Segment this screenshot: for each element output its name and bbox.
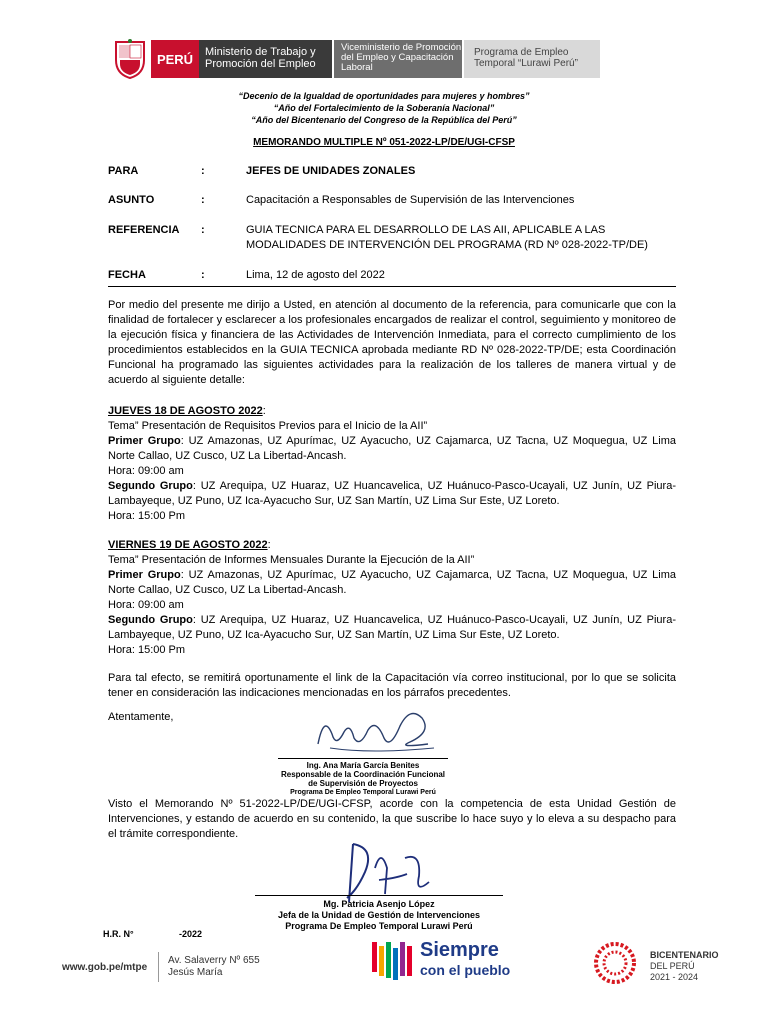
signature-block-2: [245, 899, 513, 932]
group-label: Primer Grupo: [108, 569, 181, 581]
asunto-colon: :: [201, 194, 205, 206]
hr-label: H.R. N°: [103, 929, 134, 939]
siempre-logo-icon: [370, 940, 418, 986]
signer-org: Programa De Empleo Temporal Lurawi Perú: [290, 789, 436, 796]
ministry-name-block: Ministerio de Trabajo y Promoción del Empleo: [199, 40, 332, 78]
signature-block-1: [268, 761, 458, 797]
siempre-slogan: [420, 940, 510, 980]
slogan-main: Siempre: [420, 939, 499, 961]
signer-title: de Supervisión de Proyectos: [308, 779, 418, 788]
motto-line: “Decenio de la Igualdad de oportunidades para mujeres y hombres”: [238, 91, 530, 101]
footer-address: [168, 955, 260, 979]
para-colon: :: [201, 165, 205, 177]
program-name-block: Programa de Empleo Temporal “Lurawi Perú”: [464, 40, 600, 78]
fecha-value: Lima, 12 de agosto del 2022: [246, 269, 385, 281]
para-value: JEFES DE UNIDADES ZONALES: [246, 165, 416, 177]
signer-org: Programa De Empleo Temporal Lurawi Perú: [285, 921, 473, 931]
intro-paragraph: Por medio del presente me dirijo a Usted, en atención al documento de la referencia, para comunicarle que con la finalidad de fortalecer y esclarecer a los profesionales encargados de realizar el control, seguimiento y monitoreo de la ejecución física y financiera de las Actividades de Intervención Inmediata, para el correcto cumplimiento de los procedimientos establecidos en la GUIA TECNICA aprobada mediante RD Nº 028-2022-TP/DE; esta Coordinación Funcional ha programado las siguientes actividades para la realización de los talleres de manera virtual y de acuerdo al siguiente detalle:: [108, 299, 676, 386]
referencia-colon: :: [201, 224, 205, 236]
bicentenario-line: BICENTENARIO: [650, 950, 719, 960]
slogan-sub: con el pueblo: [420, 962, 511, 978]
session-date-colon: :: [267, 539, 271, 551]
bicentenario-logo-icon: [592, 940, 638, 986]
group-label: Primer Grupo: [108, 435, 181, 447]
group-time: Hora: 15:00 Pm: [108, 644, 186, 656]
fecha-colon: :: [201, 269, 205, 281]
footer-divider: [158, 952, 159, 982]
session-topic: Tema” Presentación de Informes Mensuales Durante la Ejecución de la AII”: [108, 554, 475, 566]
referencia-value: GUIA TECNICA PARA EL DESARROLLO DE LAS AII, APLICABLE A LAS MODALIDADES DE INTERVENCIÓN DEL PROGRAMA (RD Nº 028-2022-TP/DE): [246, 224, 648, 251]
farewell: Atentamente,: [108, 711, 174, 723]
bicentenario-line: 2021 - 2024: [650, 972, 699, 982]
session-date-colon: :: [262, 405, 266, 417]
signer-title: Jefa de la Unidad de Gestión de Intervenciones: [277, 910, 481, 920]
referencia-label: REFERENCIA: [108, 224, 180, 236]
group-label: Segundo Grupo: [108, 614, 193, 626]
group-time: Hora: 09:00 am: [108, 599, 184, 611]
peru-brand-block: PERÚ: [151, 40, 199, 78]
memo-title: MEMORANDO MULTIPLE Nº 051-2022-LP/DE/UGI-CFSP: [253, 137, 515, 148]
bicentenario-line: DEL PERÚ: [650, 961, 695, 971]
session-block: [108, 538, 676, 658]
year-mottos: [0, 90, 768, 126]
address-line: Jesús María: [168, 967, 223, 978]
group-zones: : UZ Arequipa, UZ Huaraz, UZ Huancavelica, UZ Huánuco-Pasco-Ucayali, UZ Junín, UZ Piura-Lambayeque, UZ Puno, UZ Ica-Ayacucho Sur, UZ San Martín, UZ Lima Sur Este, UZ Loreto.: [108, 480, 676, 507]
group-time: Hora: 09:00 am: [108, 465, 184, 477]
session-date: VIERNES 19 DE AGOSTO 2022: [108, 539, 268, 551]
motto-line: “Año del Fortalecimiento de la Soberanía Nacional”: [273, 103, 495, 113]
address-line: Av. Salaverry Nº 655: [168, 955, 260, 966]
signature-line-1: [278, 758, 448, 759]
group-zones: : UZ Amazonas, UZ Apurímac, UZ Ayacucho, UZ Cajamarca, UZ Tacna, UZ Moquegua, UZ Lima Norte Callao, UZ Cusco, UZ La Libertad-Ancash.: [108, 569, 677, 596]
group-label: Segundo Grupo: [108, 480, 193, 492]
handwritten-signature-2: [335, 838, 445, 908]
footer-url[interactable]: www.gob.pe/mtpe: [62, 962, 148, 973]
signer-name: Ing. Ana María García Benites: [306, 761, 420, 770]
hr-value: -2022: [179, 929, 203, 939]
para-label: PARA: [108, 165, 139, 177]
group-time: Hora: 15:00 Pm: [108, 510, 186, 522]
group-zones: : UZ Arequipa, UZ Huaraz, UZ Huancavelica, UZ Huánuco-Pasco-Ucayali, UZ Junín, UZ Piura-Lambayeque, UZ Puno, UZ Ica-Ayacucho Sur, UZ San Martín, UZ Lima Sur Este, UZ Loreto.: [108, 614, 676, 641]
session-date: JUEVES 18 DE AGOSTO 2022: [108, 405, 263, 417]
viceministry-name-block: Viceministerio de Promoción del Empleo y Capacitación Laboral: [334, 40, 462, 78]
motto-line: “Año del Bicentenario del Congreso de la República del Perú”: [251, 115, 517, 125]
signer-name: Mg. Patricia Asenjo López: [323, 899, 435, 909]
visto-paragraph: Visto el Memorando Nº 51-2022-LP/DE/UGI-CFSP, acorde con la competencia de esta Unidad Gestión de Intervenciones, y estando de acuerdo en su contenido, la que suscribe lo hace suyo y lo eleva a su despacho para el trámite correspondiente.: [108, 798, 676, 840]
peru-coat-of-arms: [110, 38, 150, 80]
fields-divider: [108, 286, 676, 287]
signature-line-2: [255, 895, 503, 896]
group-zones: : UZ Amazonas, UZ Apurímac, UZ Ayacucho, UZ Cajamarca, UZ Tacna, UZ Moquegua, UZ Lima Norte Callao, UZ Cusco, UZ La Libertad-Ancash.: [108, 435, 677, 462]
session-topic: Tema” Presentación de Requisitos Previos para el Inicio de la AII”: [108, 420, 428, 432]
fecha-label: FECHA: [108, 269, 146, 281]
asunto-label: ASUNTO: [108, 194, 155, 206]
closing-paragraph: Para tal efecto, se remitirá oportunamente el link de la Capacitación vía correo institucional, por lo que se solicita tener en consideración las indicaciones mencionadas en los párrafos precedentes.: [108, 672, 676, 699]
asunto-value: Capacitación a Responsables de Supervisión de las Intervenciones: [246, 194, 575, 206]
bicentenario-text: [650, 950, 719, 983]
handwritten-signature-1: [310, 704, 440, 760]
signer-title: Responsable de la Coordinación Funcional: [280, 770, 446, 779]
session-block: [108, 404, 676, 524]
